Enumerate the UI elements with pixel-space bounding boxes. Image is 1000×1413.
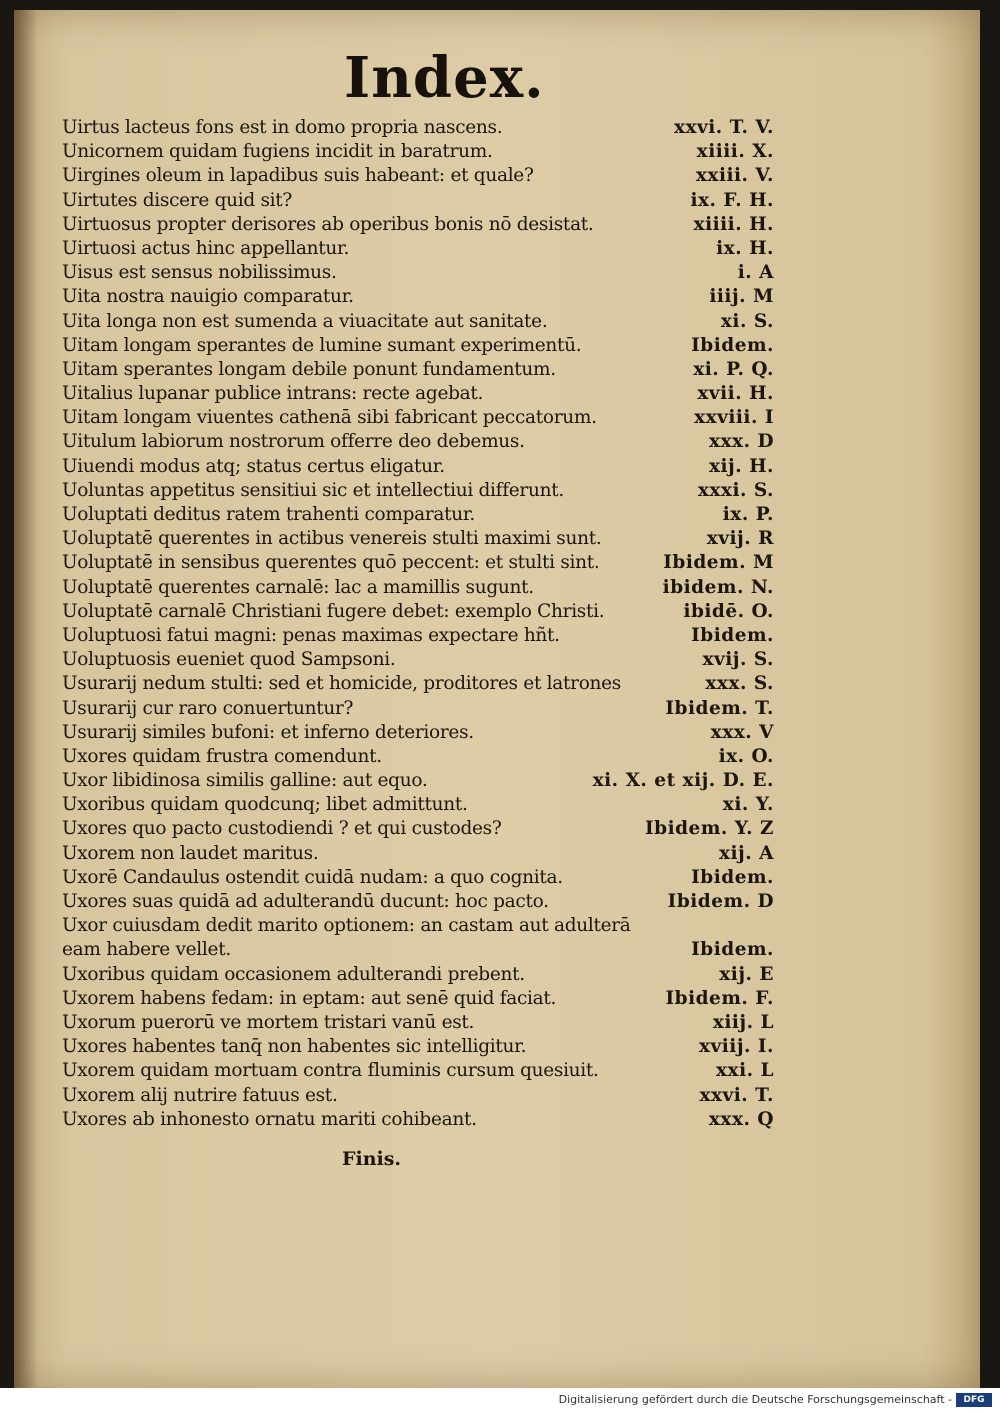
index-entry xyxy=(62,551,774,575)
index-entry xyxy=(62,406,774,430)
entry-text: Uirtuosi actus hinc appellantur. xyxy=(62,237,350,259)
entry-text: Uxor cuiusdam dedit marito optionem: an castam aut adulterā eam habere vellet. xyxy=(62,915,631,961)
entry-text: Uoluptatē querentes carnalē: lac a mamillis sugunt. xyxy=(62,576,534,598)
entry-text: Uxores quo pacto custodiendi ? et qui custodes? xyxy=(62,818,502,840)
entry-text: Uirtus lacteus fons est in domo propria nascens. xyxy=(62,117,503,138)
entry-text: Uxorem quidam mortuam contra fluminis cursum quesiuit. xyxy=(62,1060,599,1082)
entry-text: Uxoribus quidam occasionem adulterandi prebent. xyxy=(62,963,525,985)
entry-text: Uitulum labiorum nostrorum offerre deo debemus. xyxy=(62,431,525,453)
entry-reference: Ibidem. T. xyxy=(665,697,774,719)
entry-text: Uxorem alij nutrire fatuus est. xyxy=(62,1084,338,1106)
entry-text: Uitalius lupanar publice intrans: recte agebat. xyxy=(62,383,484,405)
index-entry xyxy=(62,1011,774,1035)
index-entry xyxy=(62,527,774,551)
entry-text: Uitam sperantes longam debile ponunt fundamentum. xyxy=(62,358,556,380)
entry-reference: xviij. I. xyxy=(698,1036,774,1058)
entry-reference: xxi. L xyxy=(716,1060,774,1082)
entry-text: Uxores habentes tanq̄ non habentes sic intelligitur. xyxy=(62,1036,527,1058)
entry-text: Uxores suas quidā ad adulterandū ducunt: hoc pacto. xyxy=(62,891,549,912)
scanned-page xyxy=(14,10,980,1388)
entry-reference: xxvi. T. xyxy=(699,1084,774,1106)
index-entry xyxy=(62,382,774,406)
entry-text: Uxor libidinosa similis galline: aut equo. xyxy=(62,770,428,792)
page-heading: Index. xyxy=(344,45,545,111)
index-entry xyxy=(62,285,774,309)
index-entry xyxy=(62,213,774,237)
entry-text: Uoluptati deditus ratem trahenti comparatur. xyxy=(62,504,475,525)
entry-reference: ix. H. xyxy=(716,237,774,259)
entry-reference: xxx. D xyxy=(708,431,774,453)
entry-text: Uoluptuosis eueniet quod Sampsoni. xyxy=(62,649,396,671)
index-entry xyxy=(62,140,774,164)
index-entry xyxy=(62,358,774,382)
entry-reference: xxiii. V. xyxy=(695,165,774,187)
index-entry xyxy=(62,1035,774,1059)
entry-text: Uirgines oleum in lapadibus suis habeant: et quale? xyxy=(62,165,534,187)
index-entry xyxy=(62,817,774,841)
index-entry xyxy=(62,624,774,648)
entry-text: Uita nostra nauigio comparatur. xyxy=(62,286,354,308)
entry-reference: Ibidem. Y. Z xyxy=(645,818,774,840)
entry-text: Uxores quidam frustra comendunt. xyxy=(62,745,382,767)
index-entry xyxy=(62,890,774,914)
entry-reference: ix. P. xyxy=(722,504,774,525)
entry-reference: xxx. Q xyxy=(708,1108,774,1130)
entry-text: Uisus est sensus nobilissimus. xyxy=(62,262,337,284)
entry-reference: xiiii. X. xyxy=(696,141,774,163)
entry-text: Uirtuosus propter derisores ab operibus bonis nō desistat. xyxy=(62,213,594,235)
entry-reference: xij. A xyxy=(719,842,774,864)
entry-reference: Ibidem. xyxy=(691,866,774,888)
index-entry xyxy=(62,164,774,188)
index-entry xyxy=(62,1084,774,1108)
index-entry xyxy=(62,672,774,696)
index-entry xyxy=(62,866,774,890)
entry-text: Uxorem habens fedam: in eptam: aut senē quid faciat. xyxy=(62,987,557,1009)
entry-reference: ibidem. N. xyxy=(662,576,774,598)
entry-reference: xi. S. xyxy=(720,310,774,332)
index-entry xyxy=(62,576,774,600)
index-entry xyxy=(62,648,774,672)
entry-text: Uxorē Candaulus ostendit cuidā nudam: a quo cognita. xyxy=(62,866,563,888)
entry-text: Uitam longam viuentes cathenā sibi fabricant peccatorum. xyxy=(62,407,597,429)
footer-bar xyxy=(0,1388,1000,1413)
index-entry xyxy=(62,334,774,358)
entry-text: Uxorem non laudet maritus. xyxy=(62,842,319,864)
index-entry xyxy=(62,963,774,987)
index-entry xyxy=(62,455,774,479)
entry-reference: xvij. S. xyxy=(702,649,774,671)
index-entry xyxy=(62,1108,774,1132)
entry-reference: Ibidem. xyxy=(691,334,774,356)
index-entry xyxy=(62,310,774,334)
entry-reference: Ibidem. xyxy=(691,939,774,961)
entry-reference: xxvi. T. V. xyxy=(673,117,774,138)
entry-reference: xij. E xyxy=(719,963,774,985)
entry-text: Uita longa non est sumenda a viuacitate aut sanitate. xyxy=(62,310,548,332)
entry-text: Usurarij nedum stulti: sed et homicide, proditores et latrones xyxy=(62,673,621,695)
entry-text: Uoluntas appetitus sensitiui sic et intellectiui differunt. xyxy=(62,479,564,501)
index-entry xyxy=(62,793,774,817)
index-entry xyxy=(62,189,774,213)
entry-text: Usurarij cur raro conuertuntur? xyxy=(62,697,354,719)
entry-text: Usurarij similes bufoni: et inferno deteriores. xyxy=(62,721,474,743)
entry-reference: xi. P. Q. xyxy=(693,358,774,380)
index-entry xyxy=(62,769,774,793)
entry-reference: xxx. S. xyxy=(705,673,774,695)
entry-reference: Ibidem. F. xyxy=(665,987,774,1009)
entry-text: Uxores ab inhonesto ornatu mariti cohibeant. xyxy=(62,1108,477,1130)
footer-credit: Digitalisierung gefördert durch die Deutsche Forschungsgemeinschaft - xyxy=(558,1393,952,1406)
index-entry xyxy=(62,987,774,1011)
finis-label: Finis. xyxy=(342,1148,402,1170)
index-entry xyxy=(62,842,774,866)
index-entry xyxy=(62,1059,774,1083)
entry-reference: xiiii. H. xyxy=(693,213,774,235)
entry-reference: xxxi. S. xyxy=(697,479,774,501)
entry-text: Uxoribus quidam quodcunq; libet admittunt. xyxy=(62,794,468,816)
index-entry xyxy=(62,116,774,140)
entry-reference: xiij. L xyxy=(712,1011,774,1033)
entry-reference: xxviii. I xyxy=(694,407,774,429)
entry-reference: Ibidem. M xyxy=(663,552,774,574)
entry-reference: iiij. M xyxy=(709,286,774,308)
index-entry xyxy=(62,600,774,624)
index-entry xyxy=(62,697,774,721)
entry-reference: xij. H. xyxy=(708,455,774,477)
index-entry xyxy=(62,261,774,285)
entry-text: Unicornem quidam fugiens incidit in baratrum. xyxy=(62,141,493,163)
entry-text: Uoluptatē querentes in actibus venereis stulti maximi sunt. xyxy=(62,528,602,550)
index-entry xyxy=(62,745,774,769)
entry-reference: xvij. R xyxy=(706,528,774,550)
entry-reference: xi. Y. xyxy=(722,794,774,816)
index-entry xyxy=(62,503,774,527)
entry-reference: xxx. V xyxy=(710,721,774,743)
entry-reference: Ibidem. xyxy=(691,624,774,646)
entry-text: Uoluptatē in sensibus querentes quō peccent: et stulti sint. xyxy=(62,552,600,574)
index-entry xyxy=(62,237,774,261)
entry-reference: ibidē. O. xyxy=(683,600,774,622)
entry-reference: i. A xyxy=(737,262,774,284)
index-entry xyxy=(62,430,774,454)
entry-reference: ix. O. xyxy=(718,745,774,767)
index-entry xyxy=(62,914,774,962)
entry-text: Uoluptuosi fatui magni: penas maximas expectare hñt. xyxy=(62,624,560,646)
entry-text: Uxorum puerorū ve mortem tristari vanū est. xyxy=(62,1011,475,1033)
entry-text: Uoluptatē carnalē Christiani fugere debet: exemplo Christi. xyxy=(62,600,605,622)
entry-text: Uiuendi modus atq; status certus eligatur. xyxy=(62,455,445,477)
entry-text: Uitam longam sperantes de lumine sumant experimentū. xyxy=(62,334,582,356)
entry-text: Uirtutes discere quid sit? xyxy=(62,189,293,211)
entry-reference: Ibidem. D xyxy=(667,891,774,912)
dfg-logo: DFG xyxy=(956,1393,992,1407)
entry-reference: xi. X. et xij. D. E. xyxy=(592,770,774,792)
index-entries xyxy=(62,116,774,1132)
entry-reference: xvii. H. xyxy=(697,383,774,405)
index-entry xyxy=(62,479,774,503)
binding-shadow xyxy=(14,10,38,1388)
index-entry xyxy=(62,721,774,745)
entry-reference: ix. F. H. xyxy=(690,189,774,211)
